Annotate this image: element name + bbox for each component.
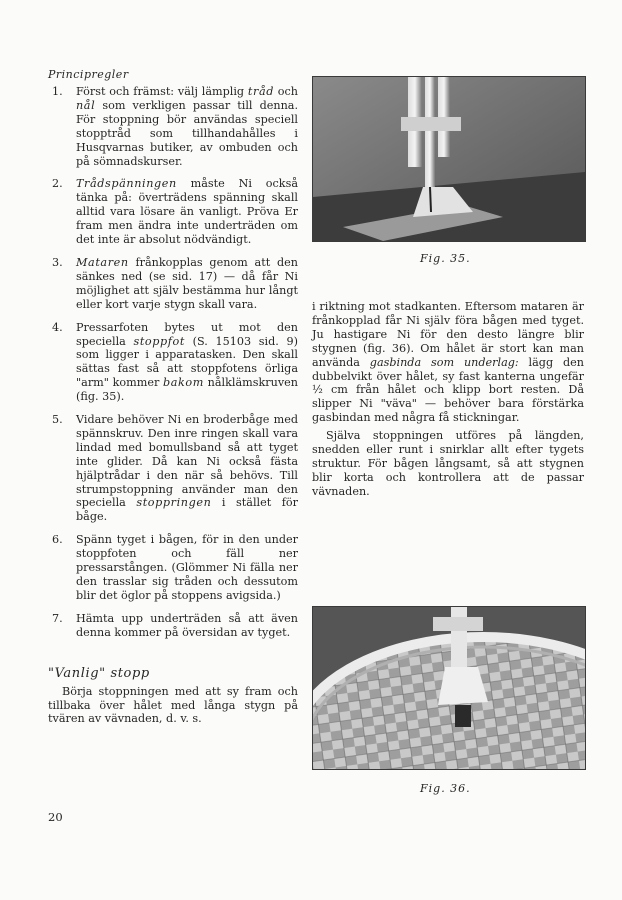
sewing-foot-illustration xyxy=(313,77,585,241)
rule-item xyxy=(48,612,298,640)
rule-item xyxy=(48,413,298,524)
rule-item xyxy=(48,256,298,312)
rule-text xyxy=(76,256,298,312)
rule-text: Spänn tyget i bågen, för in den under stoppfoten och fäll ner pressarstången. (Glömmer Ni fälla ner den trasslar sig tråden och dessutom blir det öglor på stoppens avigsida.) xyxy=(76,533,298,602)
right-paragraph-text: lägg den dubbelvikt över hålet, sy fast kanterna ungefär ½ cm från hålet och klipp bort resten. Då slipper Ni "väva" — behöver bara förstärka gasbindan med några få stickningar. xyxy=(312,355,584,425)
rule-text xyxy=(76,413,298,524)
rule-item xyxy=(48,177,298,247)
rule-item xyxy=(48,85,298,168)
rule-text: frånkopplas genom att den sänkes ned (se sid. 17) — då får Ni möjlighet att själv bestämma hur långt eller kort varje stygn skall vara. xyxy=(76,255,298,311)
rule-text: bakom xyxy=(163,376,204,390)
rule-number: 7. xyxy=(52,611,63,625)
subheading-vanlig-stopp: "Vanlig" stopp xyxy=(48,665,150,681)
right-column-text xyxy=(312,300,584,503)
rule-number: 4. xyxy=(52,320,63,334)
rule-text xyxy=(76,321,298,404)
rule-text: Pressarfoten bytes ut mot den speciella xyxy=(76,320,298,348)
rule-text: Först och främst: välj lämplig xyxy=(76,85,248,98)
rule-text xyxy=(76,177,298,247)
rule-item xyxy=(48,533,298,603)
rule-text: nål xyxy=(76,98,96,112)
right-paragraph-2: Själva stoppningen utföres på längden, snedden eller runt i snirklar allt efter tygets struktur. För bågen långsamt, så att stygnen blir korta och kontrollera att de passar vävnaden. xyxy=(312,429,584,498)
rule-text: i stället för båge. xyxy=(76,496,298,524)
rule-text: Vidare behöver Ni en broderbåge med spännskruv. Den inre ringen skall vara lindad med bomullsband så att tyget inte glider. Då kan Ni också fästa hjälptrådar i den när så behövs. Till strumpstoppning använder man den speciella xyxy=(76,413,298,510)
rule-text: måste Ni också tänka på: överträdens spänning skall alltid vara lösare än vanligt. Pröva Er fram men ändra inte underträden om det inte är absolut nödvändigt. xyxy=(76,177,298,247)
left-column xyxy=(48,68,298,726)
right-paragraph-1 xyxy=(312,300,584,425)
section-heading: Principregler xyxy=(48,68,129,81)
rule-number: 3. xyxy=(52,255,63,269)
rule-text: tråd xyxy=(247,85,274,98)
rule-text: nålklämskruven (fig. 35). xyxy=(76,376,298,404)
figure-35-photo xyxy=(312,76,586,242)
rules-list xyxy=(48,85,298,640)
rule-number: 6. xyxy=(52,533,63,547)
page-number: 20 xyxy=(48,810,63,824)
rule-item xyxy=(48,321,298,404)
rule-text: och xyxy=(273,85,299,98)
rule-text: (S. 15103 sid. 9) som ligger i apparatasken. Den skall sättas fast så att stoppfotens örliga "arm" kommer xyxy=(76,334,298,390)
left-paragraph: Börja stoppningen med att sy fram och tillbaka över hålet med långa stygn på tvären av vävnaden, d. v. s. xyxy=(48,684,298,726)
figure-35-caption: Fig. 35. xyxy=(420,252,471,265)
rule-number: 5. xyxy=(52,413,63,427)
rule-number: 1. xyxy=(52,85,63,98)
rule-text: Mataren xyxy=(76,255,129,269)
rule-text: som verkligen passar till denna. För stoppning bör användas speciell stopptråd som tillhandahålles i Husqvarnas butiker, av ombuden och på sömnadskurser. xyxy=(76,98,298,168)
figure-36-photo xyxy=(312,606,586,770)
rule-text: stoppringen xyxy=(136,496,212,510)
rule-text xyxy=(76,612,298,640)
right-paragraph-text: i riktning mot stadkanten. Eftersom mataren är frånkopplad får Ni själv föra bågen med tyget. Ju hastigare Ni för den desto längre blir stygnen (fig. 36). Om hålet är stort kan man använda xyxy=(312,300,584,369)
rule-text: Hämta upp underträden så att även denna kommer på översidan av tyget. xyxy=(76,611,298,639)
rule-text: stoppfot xyxy=(133,334,185,348)
rule-number: 2. xyxy=(52,177,63,191)
right-paragraph-text: gasbinda som underlag: xyxy=(369,355,519,369)
rule-text: Trådspänningen xyxy=(76,177,177,191)
darning-hoop-illustration xyxy=(313,607,585,769)
rule-text xyxy=(76,85,298,168)
rule-text xyxy=(76,533,298,603)
figure-36-caption: Fig. 36. xyxy=(420,782,471,795)
